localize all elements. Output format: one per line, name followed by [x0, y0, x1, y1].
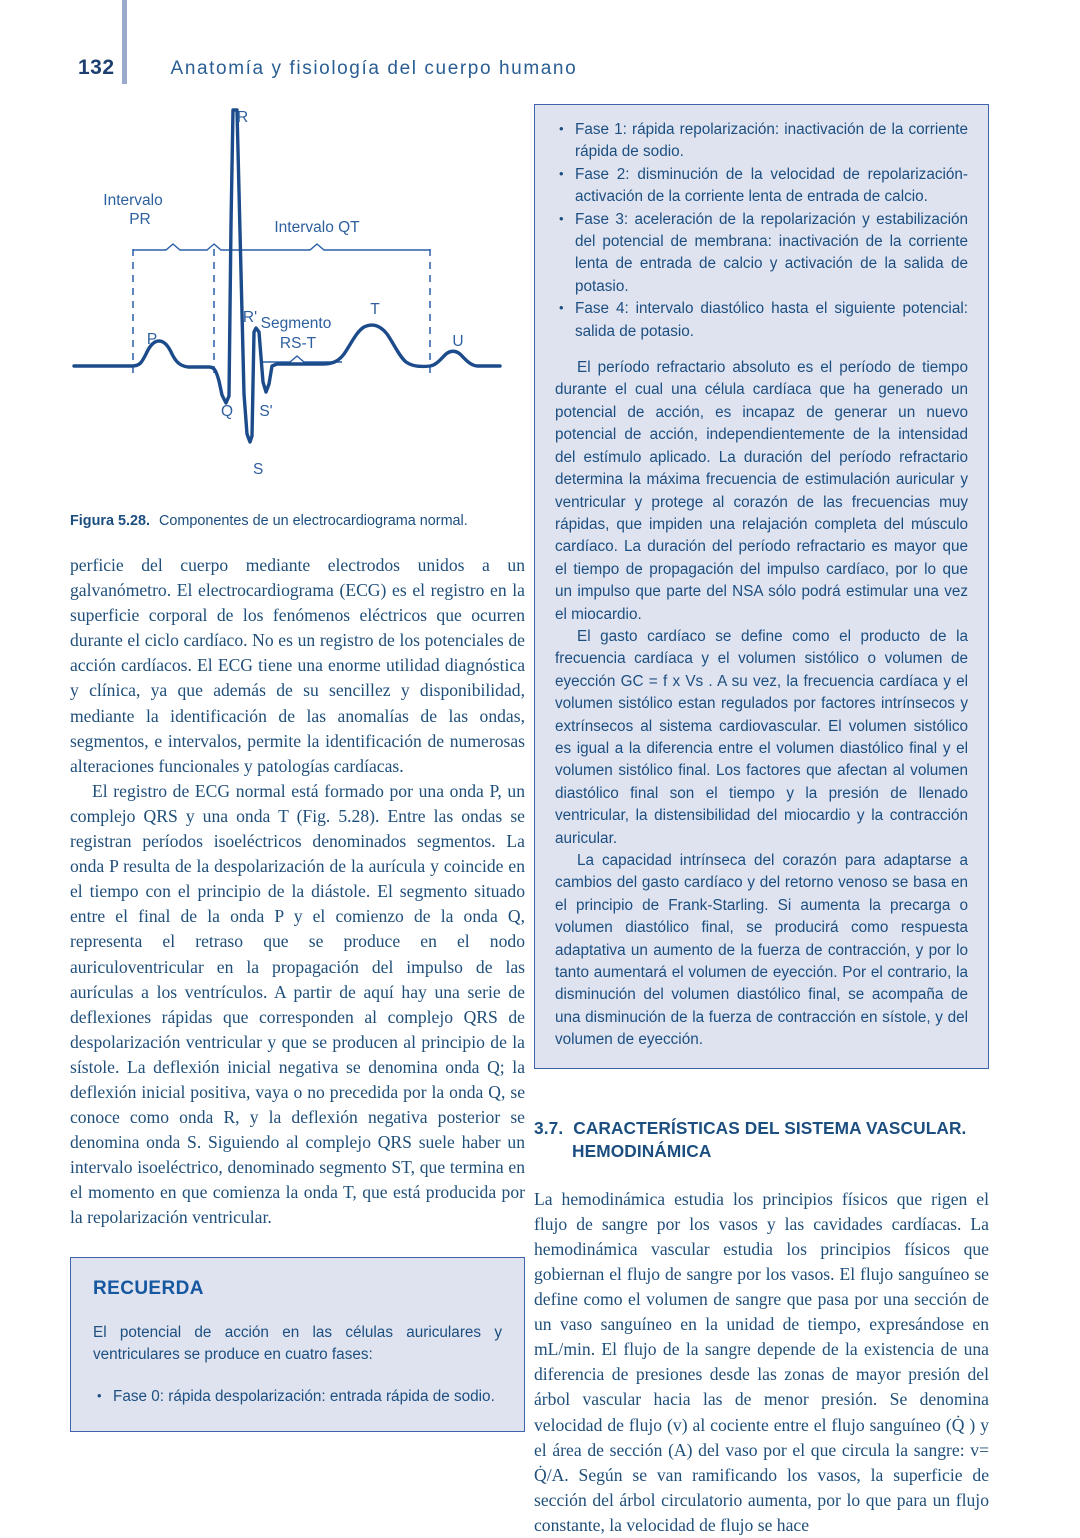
label-intervalo-pr-line2: PR — [129, 211, 151, 228]
ecg-labels — [103, 109, 463, 478]
interval-bracket — [133, 244, 430, 250]
figure-label: Figura 5.28. — [70, 513, 150, 529]
label-segmento-line1: Segmento — [260, 315, 332, 332]
label-intervalo-qt: Intervalo QT — [274, 219, 360, 236]
label-t-wave: T — [370, 301, 380, 318]
list-item: • Fase 4: intervalo diastólico hasta el siguiente potencial: salida de potasio. — [555, 298, 968, 343]
label-q-wave: Q — [220, 403, 234, 420]
page-header — [78, 56, 638, 90]
phases-info-box — [534, 104, 989, 1069]
recuerda-box — [70, 1257, 525, 1432]
ecg-figure — [70, 104, 525, 504]
figure-caption — [70, 512, 520, 531]
paragraph: El registro de ECG normal está formado por una onda P, un complejo QRS y una onda T (Fig. 5.28). Entre las ondas se registran períodos isoeléctricos denominados segmentos. La onda P resulta de la despolarización de la aurícula y coincide en el tiempo con el principio de la diástole. El segmento situado entre el final de la onda P y el comienzo de la onda Q, representa el retraso que se produce en el nodo auriculoventricular en la propagación del impulso de las aurículas a los ventrículos. A partir de aquí hay una serie de deflexiones rápidas que corresponden al complejo QRS de despolarización ventricular y que se producen al principio de la sístole. La deflexión inicial negativa se denomina onda Q; la deflexión inicial positiva, vaya o no precedida por la onda Q, se conoce como onda R, y la deflexión negativa posterior se denomina onda S. Siguiendo al complejo QRS suele haber un intervalo isoeléctrico, denominado segmento ST, que termina en el momento en que comienza la onda T, que está producida por la repolarización ventricular. — [70, 780, 525, 1228]
ecg-diagram — [70, 104, 525, 504]
label-s-prime-wave: S' — [259, 403, 273, 420]
list-item: • Fase 3: aceleración de la repolarización y estabilización del potencial de membrana: inactivación de la corriente lenta de entrada de calcio y activación de la salida de potasio. — [555, 209, 968, 299]
section-title-line1: CARACTERÍSTICAS DEL SISTEMA VASCULAR. — [573, 1117, 967, 1138]
label-r-prime-wave: R' — [242, 309, 258, 326]
label-s-wave: S — [253, 461, 264, 478]
phases-box-paragraphs — [555, 357, 968, 1052]
list-item: • Fase 2: disminución de la velocidad de repolarización-activación de la corriente lenta de entrada de calcio. — [555, 164, 968, 209]
segment-bracket — [260, 356, 342, 362]
paragraph: El período refractario absoluto es el período de tiempo durante el cual una célula cardíaca que ha generado un potencial de acción, es incapaz de generar un nuevo potencial de acción, independientemente de la intensidad del estímulo aplicado. La duración del período refractario determina la máxima frecuencia de estimulación auricular y ventricular y protege al corazón de las frecuencias muy rápidas, que impiden una relajación completa del músculo cardíaco. La duración del período refractario es mayor que el tiempo de propagación del impulso cardíaco, por lo que un impulso que parte del NSA sólo podrá estimular una vez el miocardio. — [555, 359, 968, 623]
recuerda-title: RECUERDA — [93, 1277, 204, 1299]
recuerda-phase-list — [93, 1386, 502, 1408]
left-body-text — [70, 553, 525, 1231]
list-item: • Fase 0: rápida despolarización: entrada rápida de sodio. — [93, 1386, 502, 1408]
label-r-wave: R — [237, 109, 249, 126]
section-heading — [534, 1117, 989, 1163]
interval-guide-lines — [133, 249, 430, 374]
paragraph: La capacidad intrínseca del corazón para adaptarse a cambios del gasto cardíaco y del retorno venoso se basa en el principio de Frank-Starling. Si aumenta la precarga o volumen diastólico final, se producirá como respuesta adaptativa un aumento de la fuerza de contracción, y por lo tanto aumentará el volumen de eyección. Por el contrario, la disminución del volumen diastólico final, se acompaña de una disminución de la fuerza de contracción en sístole, y del volumen de eyección. — [555, 852, 968, 1049]
paragraph: La hemodinámica estudia los principios físicos que rigen el flujo de sangre por los vasos y las cavidades cardíacas. La hemodinámica vascular estudia los principios físicos que gobiernan el flujo de sangre por los vasos. El flujo sanguíneo se define como el volumen de sangre que pasa por una sección de un vaso sanguíneo en la unidad de tiempo, expresándose en mL/min. El flujo de la sangre depende de la existencia de una diferencia de presiones desde las zonas de mayor presión del árbol vascular hacia las de menor presión. Se denomina velocidad de flujo (v) al cociente entre el flujo sanguíneo (Q̇ ) y el área de sección (A) del vaso por el que circula la sangre: v= Q̇/A. Según se van ramificando los vasos, la superficie de sección del árbol circulatorio aumenta, por lo que para un flujo constante, la velocidad de flujo se hace — [534, 1188, 989, 1535]
figure-caption-text: Componentes de un electrocardiograma normal. — [158, 513, 468, 529]
phases-list — [555, 119, 968, 343]
paragraph: El gasto cardíaco se define como el producto de la frecuencia cardíaca y el volumen sistólico o volumen de eyección GC = f x Vs . A su vez, la frecuencia cardíaca y el volumen sistólico estan regulados por factores intrínsecos y extrínsecos al sistema cardiovascular. El volumen sistólico es igual a la diferencia entre el volumen diastólico final y el volumen sistólico final. Los factores que afectan al volumen diastólico final son el tiempo y la presión de llenado ventricular, la distensibilidad del miocardio y la contracción auricular. — [555, 627, 968, 847]
section-number: 3.7. — [534, 1117, 564, 1138]
right-body-text — [534, 1187, 989, 1538]
label-segmento-line2: RS-T — [279, 335, 317, 352]
label-u-wave: U — [452, 333, 464, 350]
label-intervalo-pr-line1: Intervalo — [103, 192, 163, 209]
paragraph: perficie del cuerpo mediante electrodos unidos a un galvanómetro. El electrocardiograma (ECG) es el registro en la superficie corporal de los fenómenos eléctricos que ocurren durante el ciclo cardíaco. No es un registro de los potenciales de acción cardíacos. El ECG tiene una enorme utilidad diagnóstica y clínica, ya que además de su sencillez y disponibilidad, mediante la identificación de las anomalías de las ondas, segmentos, e intervalos, permite la identificación de numerosas alteraciones funcionales y patologías cardíacas. — [70, 555, 525, 776]
section-title-line2: HEMODINÁMICA — [572, 1140, 712, 1161]
ecg-waveform — [74, 110, 500, 442]
left-column — [70, 104, 525, 1432]
page-title: Anatomía y fisiología del cuerpo humano — [170, 58, 578, 79]
list-item: • Fase 1: rápida repolarización: inactivación de la corriente rápida de sodio. — [555, 119, 968, 164]
label-p-wave: P — [146, 331, 158, 348]
right-column — [534, 104, 989, 1538]
page-number: 132 — [78, 56, 115, 79]
recuerda-intro-text: El potencial de acción en las células auriculares y ventriculares se produce en cuatro fases: — [93, 1323, 502, 1363]
